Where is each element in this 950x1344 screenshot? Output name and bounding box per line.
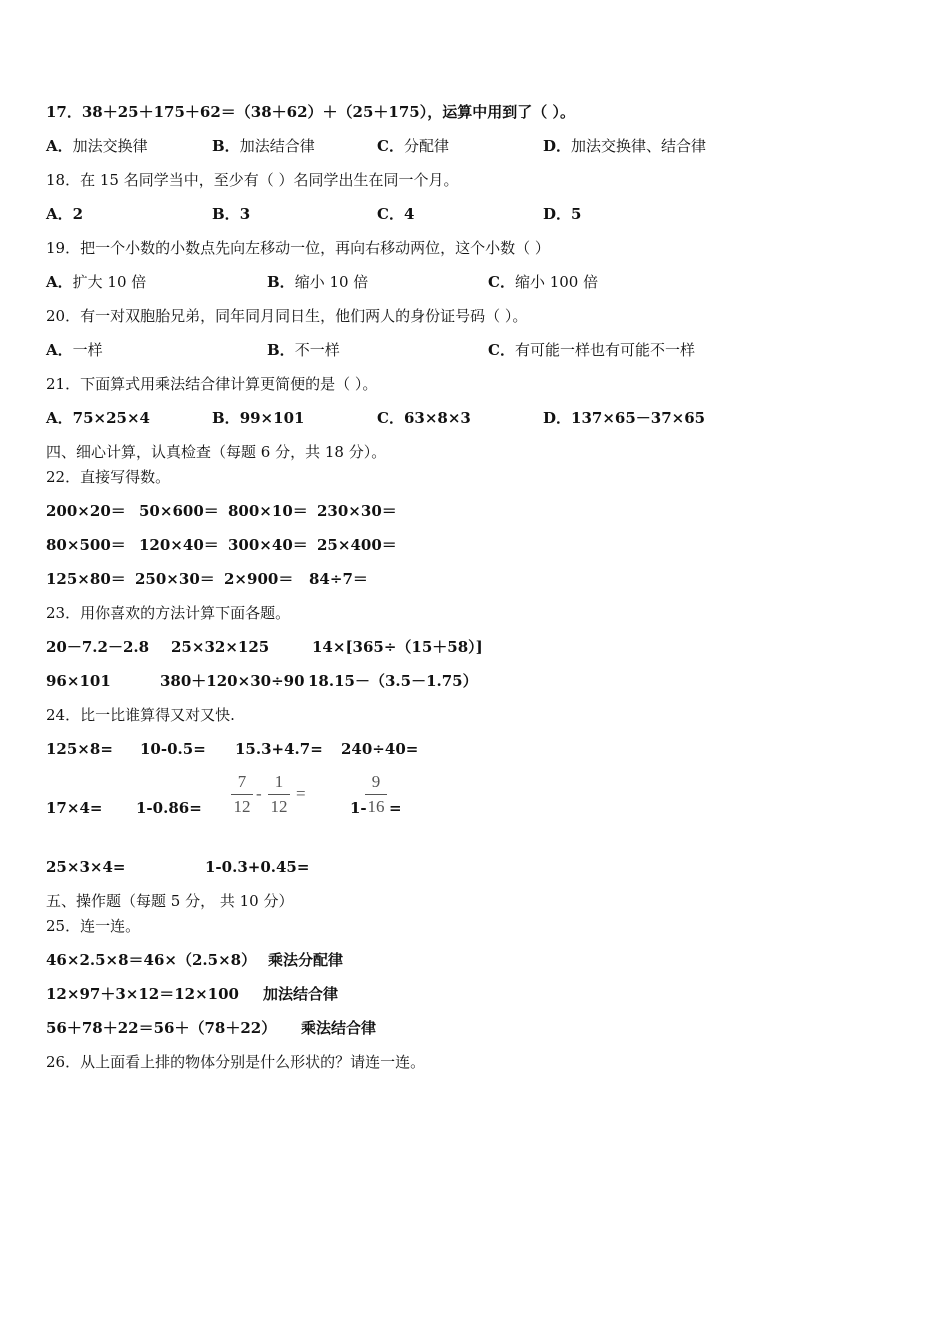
q22-r2-c3: 300×40＝ [228,536,308,554]
q20-stem: 20．有一对双胞胎兄弟，同年同月同日生，他们两人的身份证号码（ ）。 [46,307,528,325]
q25-law-3[interactable]: 乘法结合律 [301,1019,377,1037]
q24-fraction-a [231,772,253,817]
q23-r2-c2: 380＋120×30÷90 [160,672,305,690]
q22-stem: 22．直接写得数。 [46,468,171,486]
q21-option-d[interactable]: D．137×65－37×65 [543,409,706,427]
q18-options [46,204,926,224]
q22-r1-c4: 230×30＝ [317,502,397,520]
q25-stem: 25．连一连。 [46,917,141,935]
q25-expr-1[interactable]: 46×2.5×8＝46×（2.5×8） [46,951,257,969]
q24-r3-c1: 25×3×4= [46,858,126,876]
q24-r1-c3: 15.3+4.7= [235,740,323,758]
q17-option-d[interactable]: D．加法交换律、结合律 [543,137,707,155]
q20-options [46,340,926,360]
q22-r3-c1: 125×80＝ [46,570,126,588]
q24-r1-c2: 10-0.5= [140,740,206,758]
q21-option-c[interactable]: C．63×8×3 [377,409,471,427]
fraction-c-bar [365,794,387,795]
q24-fraction-c [365,772,387,817]
q23-r1-c2: 25×32×125 [171,638,270,656]
q17-option-a[interactable]: A．加法交换律 [46,137,148,155]
fraction-b-denominator: 12 [270,797,288,816]
q24-equals-sign: = [296,784,306,803]
q23-r2-c1: 96×101 [46,672,111,690]
fraction-c-numerator: 9 [371,772,381,791]
fraction-c-denominator: 16 [367,797,385,816]
q22-r1-c1: 200×20＝ [46,502,126,520]
q19-options [46,272,926,292]
q20-option-c[interactable]: C．有可能一样也有可能不一样 [488,341,695,359]
q22-r2-c1: 80×500＝ [46,536,126,554]
fraction-b-numerator: 1 [274,772,284,791]
q24-fraction-b [268,772,290,817]
q17-options [46,136,926,156]
q19-stem: 19．把一个小数的小数点先向左移动一位，再向右移动两位，这个小数（ ） [46,239,550,257]
q18-option-c[interactable]: C．4 [377,205,415,223]
q24-minus-sign: - [256,784,262,803]
q25-law-2[interactable]: 加法结合律 [263,985,339,1003]
q25-law-1[interactable]: 乘法分配律 [268,951,344,969]
q18-stem: 18．在 15 名同学当中，至少有（ ）名同学出生在同一个月。 [46,171,459,189]
q24-r2-c1: 17×4= [46,799,103,817]
section-4-heading: 四、细心计算，认真检查（每题 6 分，共 18 分）。 [46,443,387,461]
q25-expr-3[interactable]: 56＋78＋22＝56＋（78＋22） [46,1019,277,1037]
q22-r3-c4: 84÷7＝ [309,570,368,588]
q18-option-d[interactable]: D．5 [543,205,582,223]
q20-option-a[interactable]: A．一样 [46,341,103,359]
q24-r1-c4: 240÷40= [341,740,419,758]
q19-option-b[interactable]: B．缩小 10 倍 [267,273,369,291]
q23-stem: 23．用你喜欢的方法计算下面各题。 [46,604,291,622]
q24-r3-c2: 1-0.3+0.45= [205,858,310,876]
fraction-a-numerator: 7 [237,772,247,791]
fraction-a-bar [231,794,253,795]
q23-r1-c1: 20－7.2－2.8 [46,638,150,656]
q18-option-b[interactable]: B．3 [212,205,251,223]
q24-one-minus: 1- [350,799,367,817]
section-5-heading: 五、操作题（每题 5 分， 共 10 分） [46,892,294,910]
q21-option-a[interactable]: A．75×25×4 [46,409,150,427]
q19-option-c[interactable]: C．缩小 100 倍 [488,273,599,291]
q24-r1-c1: 125×8= [46,740,113,758]
q21-option-b[interactable]: B．99×101 [212,409,305,427]
q22-r1-c3: 800×10＝ [228,502,308,520]
q17-option-c[interactable]: C．分配律 [377,137,449,155]
q24-fraction-c-equals: = [389,799,402,817]
q19-option-a[interactable]: A．扩大 10 倍 [46,273,147,291]
q25-expr-2[interactable]: 12×97＋3×12＝12×100 [46,985,239,1003]
q22-r2-c2: 120×40＝ [139,536,219,554]
q23-r2-c3: 18.15－（3.5－1.75） [308,672,478,690]
fraction-a-denominator: 12 [233,797,251,816]
q22-r2-c4: 25×400＝ [317,536,397,554]
q20-option-b[interactable]: B．不一样 [267,341,340,359]
q23-r1-c3: 14×[365÷（15＋58）] [312,638,483,656]
fraction-b-bar [268,794,290,795]
q17-stem: 17．38＋25＋175＋62＝（38＋62）＋（25＋175），运算中用到了（ ）。 [46,103,575,121]
q24-r2-c2: 1-0.86= [136,799,202,817]
q18-option-a[interactable]: A．2 [46,205,84,223]
q21-options [46,408,926,428]
q24-stem: 24．比一比谁算得又对又快. [46,706,235,724]
q22-r3-c2: 250×30＝ [135,570,215,588]
q26-stem: 26．从上面看上排的物体分别是什么形状的？请连一连。 [46,1053,426,1071]
q17-option-b[interactable]: B．加法结合律 [212,137,315,155]
q22-r1-c2: 50×600＝ [139,502,219,520]
q21-stem: 21．下面算式用乘法结合律计算更简便的是（ ）。 [46,375,378,393]
q22-r3-c3: 2×900＝ [224,570,294,588]
